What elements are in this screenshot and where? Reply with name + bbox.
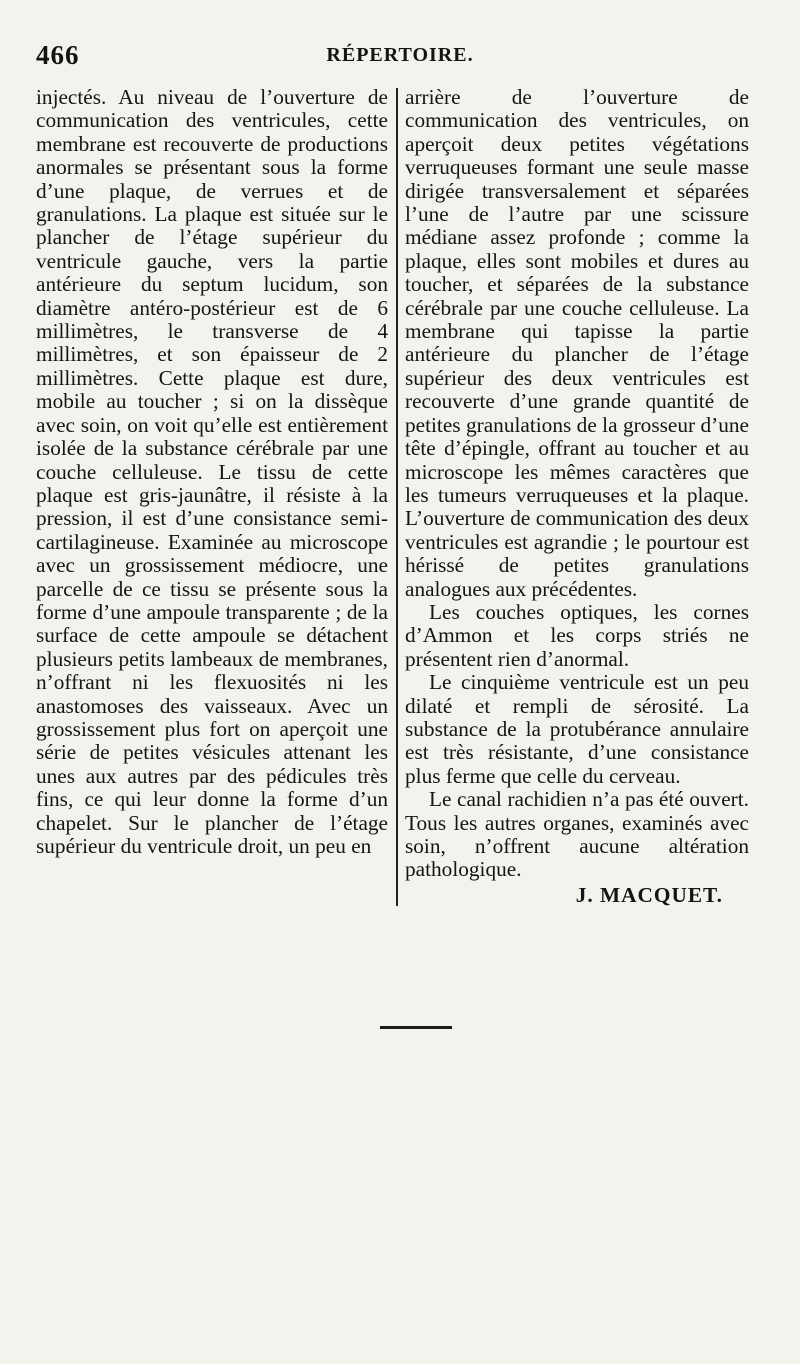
author-signature: J. MACQUET. <box>575 882 723 907</box>
running-title: RÉPERTOIRE. <box>326 44 474 66</box>
right-column <box>405 86 749 907</box>
page-number: 466 <box>36 40 80 70</box>
column-divider <box>396 88 398 906</box>
end-rule <box>380 1026 452 1029</box>
left-column <box>36 86 388 858</box>
right-paragraph-2: Les couches optiques, les cornes d’Ammon et les corps striés ne présentent rien d’anormal. <box>405 599 749 671</box>
right-paragraph-3: Le cinquième ventricule est un peu dilaté et rempli de sérosité. La substance de la protubérance annulaire est très résistante, d’une consistance plus ferme que celle du cerveau. <box>405 670 749 788</box>
right-paragraph-1: arrière de l’ouverture de communication des ventricules, on aperçoit deux petites végétations verruqueuses formant une seule masse dirigée transversalement et séparées l’une de l’autre par une scissure médiane assez profonde ; comme la plaque, elles sont mobiles et dures au toucher, et séparées de la substance cérébrale par une couche celluleuse. La membrane qui tapisse la partie antérieure du plancher de l’étage supérieur des deux ventricules est recouverte d’une grande quantité de petites granulations de la grosseur d’une tête d’épingle, offrant au toucher et au microscope les mêmes caractères que les tumeurs verruqueuses et la plaque. L’ouverture de communication des deux ventricules est agrandie ; le pourtour est hérissé de petites granulations analogues aux précédentes. <box>405 85 749 601</box>
left-paragraph-1: injectés. Au niveau de l’ouverture de communication des ventricules, cette membrane est recouverte de productions anormales se présentant sous la forme d’une plaque, de verrues et de granulations. La plaque est située sur le plancher de l’étage supérieur du ventricule gauche, vers la partie antérieure du septum lucidum, son diamètre antéro-postérieur est de 6 millimètres, le transverse de 4 millimètres, et son épaisseur de 2 millimètres. Cette plaque est dure, mobile au toucher ; si on la dissèque avec soin, on voit qu’elle est entièrement isolée de la substance cérébrale par une couche celluleuse. Le tissu de cette plaque est gris-jaunâtre, il résiste à la pression, il est d’une consistance semi-cartilagineuse. Examinée au microscope avec un grossissement médiocre, une parcelle de ce tissu se présente sous la forme d’une ampoule transparente ; de la surface de cette ampoule se détachent plusieurs petits lambeaux de membranes, n’offrant ni les flexuosités ni les anastomoses des vaisseaux. Avec un grossissement plus fort on aperçoit une série de petites vésicules attenant les unes aux autres par des pédicules très fins, ce qui leur donne la forme d’un chapelet. Sur le plancher de l’étage supérieur du ventricule droit, un peu en <box>36 85 388 858</box>
right-paragraph-4: Le canal rachidien n’a pas été ouvert. Tous les autres organes, examinés avec soin, n’offrent aucune altération pathologique. <box>405 787 749 882</box>
